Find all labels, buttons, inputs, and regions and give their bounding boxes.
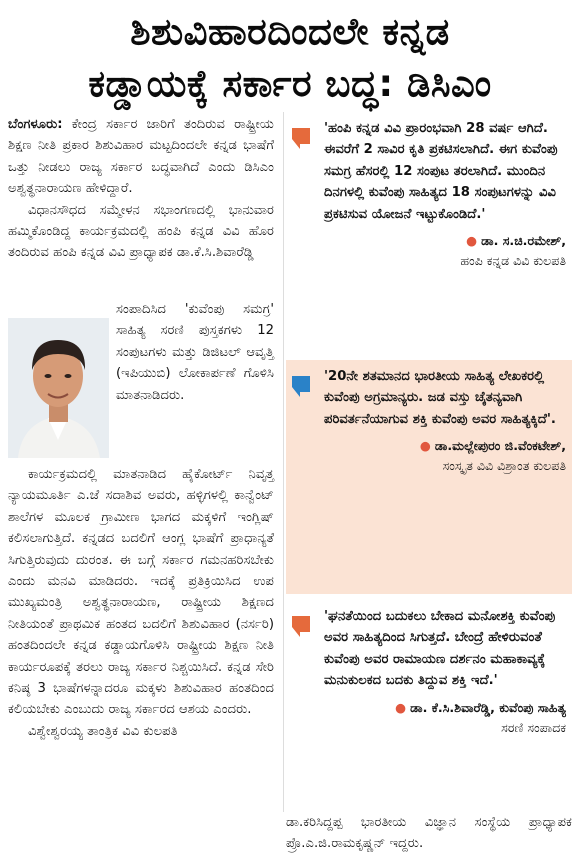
quote-2-role: ಸಂಸ್ಕೃತ ವಿವಿ ವಿಶ್ರಾಂತ ಕುಲಪತಿ — [442, 458, 566, 474]
article-body-continued — [8, 464, 274, 742]
quote-2-text: '20ನೇ ಶತಮಾನದ ಭಾರತೀಯ ಸಾಹಿತ್ಯ ಲೇಖಕರಲ್ಲಿ ಕುವೆಂಪು ಅಗ್ರಮಾನ್ಯರು. ಜಡ ವಸ್ತು ಚೈತನ್ಯವಾಗಿ ಪರಿವರ್ತನೆಯಾಗುವ ಶಕ್ತಿ ಕುವೆಂಪು ಅವರ ಸಾಹಿತ್ಯಕ್ಕಿದೆ'. — [324, 369, 556, 427]
article-paragraph-1-text: ಕೇಂದ್ರ ಸರ್ಕಾರ ಜಾರಿಗೆ ತಂದಿರುವ ರಾಷ್ಟ್ರೀಯ ಶಿಕ್ಷಣ ನೀತಿ ಪ್ರಕಾರ ಶಿಶುವಿಹಾರ ಮಟ್ಟದಿಂದಲೇ ಕನ್ನಡ ಭಾಷೆಗೆ ಒತ್ತು ನೀಡಲು ರಾಜ್ಯ ಸರ್ಕಾರ ಬದ್ಧವಾಗಿದೆ ಎಂದು ಡಿಸಿಎಂ ಅಶ್ವತ್ಥನಾರಾಯಣ ಹೇಳಿದ್ದಾರೆ. — [8, 117, 274, 197]
quote-2-name: ಡಾ.ಮಲ್ಲೇಪುರಂ ಜಿ.ವೆಂಕಟೇಶ್, — [434, 438, 566, 454]
bullet-icon: ● — [419, 438, 431, 454]
article-paragraph-2b: ಸಂಪಾದಿಸಿದ 'ಕುವೆಂಪು ಸಮಗ್ರ' ಸಾಹಿತ್ಯ ಸರಣಿ ಪುಸ್ತಕಗಳು 12 ಸಂಪುಟಗಳು ಮತ್ತು ಡಿಜಿಟಲ್ ಆವೃತ್ತಿ (ಇಪಿಯುಬಿ) ಲೋಕಾರ್ಪಣೆ ಗೊಳಿಸಿ ಮಾತನಾಡಿದರು. — [116, 302, 274, 403]
column-divider — [283, 112, 284, 812]
article-paragraph-2a: ವಿಧಾನಸೌಧದ ಸಮ್ಮೇಳನ ಸಭಾಂಗಣದಲ್ಲಿ ಭಾನುವಾರ ಹಮ್ಮಿಕೊಂಡಿದ್ದ ಕಾರ್ಯಕ್ರಮದಲ್ಲಿ ಹಂಪಿ ಕನ್ನಡ ವಿವಿ ಹೊರ ತಂದಿರುವ ಹಂಪಿ ಕನ್ನಡ ವಿವಿ ಪ್ರಾಧ್ಯಾಪಕ ಡಾ.ಕೆ.ಸಿ.ಶಿವಾರೆಡ್ಡಿ — [8, 202, 274, 261]
quote-2-attribution — [324, 436, 566, 476]
article-paragraph-1 — [8, 114, 274, 200]
portrait-photo — [8, 318, 109, 458]
quote-1-role: ಹಂಪಿ ಕನ್ನಡ ವಿವಿ ಕುಲಪತಿ — [460, 253, 566, 269]
quote-box-2 — [286, 360, 572, 594]
quote-mark-icon — [290, 122, 312, 150]
quote-3-name: ಡಾ. ಕೆ.ಸಿ.ಶಿವಾರೆಡ್ಡಿ, ಕುವೆಂಪು ಸಾಹಿತ್ಯ — [410, 699, 566, 715]
quote-box-1 — [286, 112, 572, 354]
portrait-illustration — [8, 318, 109, 458]
bullet-icon: ● — [466, 233, 478, 249]
bottom-note: ಡಾ.ಕರಿಸಿದ್ದಪ್ಪ ಭಾರತೀಯ ವಿಜ್ಞಾನ ಸಂಸ್ಥೆಯ ಪ್ರಾಧ್ಯಾಪಕ ಪ್ರೊ.ಎ.ಜಿ.ರಾಮಕೃಷ್ಣನ್ ಇದ್ದರು. — [286, 815, 572, 852]
quote-3-attribution — [324, 698, 566, 738]
article-paragraph-3: ಕಾರ್ಯಕ್ರಮದಲ್ಲಿ ಮಾತನಾಡಿದ ಹೈಕೋರ್ಟ್ ನಿವೃತ್ತ ನ್ಯಾಯಮೂರ್ತಿ ಎ.ಜೆ ಸದಾಶಿವ ಅವರು, ಹಳ್ಳಿಗಳಲ್ಲಿ ಕಾನ್ವೆಂಟ್ ಶಾಲೆಗಳ ಮೂಲಕ ಗ್ರಾಮೀಣ ಭಾಗದ ಮಕ್ಕಳಿಗೆ ಇಂಗ್ಲಿಷ್ ಕಲಿಸಲಾಗುತ್ತಿದೆ. ಕನ್ನಡದ ಬದಲಿಗೆ ಆಂಗ್ಲ ಭಾಷೆಗೆ ಪ್ರಾಧಾನ್ಯತೆ ಸಿಗುತ್ತಿರುವುದು ದುರಂತ. ಈ ಬಗ್ಗೆ ಸರ್ಕಾರ ಗಮನಹರಿಸಬೇಕು ಎಂದು ಮನವಿ ಮಾಡಿದರು. ಇದಕ್ಕೆ ಪ್ರತಿಕ್ರಿಯಿಸಿದ ಉಪ ಮುಖ್ಯಮಂತ್ರಿ ಅಶ್ವತ್ಥನಾರಾಯಣ, ರಾಷ್ಟ್ರೀಯ ಶಿಕ್ಷಣದ ನೀತಿಯಂತೆ ಪ್ರಾಥಮಿಕ ಹಂತದ ಬದಲಿಗೆ ಶಿಶುವಿಹಾರ (ನರ್ಸರಿ) ಹಂತದಿಂದಲೇ ಕನ್ನಡ ಕಡ್ಡಾಯಗೊಳಿಸಿ ರಾಷ್ಟ್ರೀಯ ಶಿಕ್ಷಣ ನೀತಿ ಕಾರ್ಯರೂಪಕ್ಕೆ ತರಲು ರಾಜ್ಯ ಸರ್ಕಾರ ನಿಶ್ಚಯಿಸಿದೆ. ಕನ್ನಡ ಸೇರಿ ಕನಿಷ್ಠ 3 ಭಾಷೆಗಳನ್ನಾದರೂ ಮಕ್ಕಳು ಶಿಶುವಿಹಾರ ಹಂತದಿಂದ ಕಲಿಯಬೇಕು ಎಂಬುದು ರಾಜ್ಯ ಸರ್ಕಾರದ ಆಶಯ ಎಂದರು. — [8, 467, 274, 718]
quote-1-name: ಡಾ. ಸ.ಚಿ.ರಮೇಶ್, — [481, 233, 566, 249]
headline-line-1: ಶಿಶುವಿಹಾರದಿಂದಲೇ ಕನ್ನಡ — [130, 10, 450, 53]
quote-mark-icon — [290, 610, 312, 638]
quote-mark-icon — [290, 370, 312, 398]
quote-1-attribution — [324, 231, 566, 271]
quote-3-text: 'ಘನತೆಯಿಂದ ಬದುಕಲು ಬೇಕಾದ ಮನೋಶಕ್ತಿ ಕುವೆಂಪು ಅವರ ಸಾಹಿತ್ಯದಿಂದ ಸಿಗುತ್ತದೆ. ಬೇಂದ್ರೆ ಹೇಳಿರುವಂತೆ ಕುವೆಂಪು ಅವರ ರಾಮಾಯಣ ದರ್ಶನಂ ಮಹಾಕಾವ್ಯಕ್ಕೆ ಮನುಕುಲಕದ ಬದಕು ತಿದ್ದುವ ಶಕ್ತಿ ಇದೆ.' — [324, 609, 556, 689]
headline — [8, 6, 572, 110]
quote-3-role: ಸರಣಿ ಸಂಪಾದಕ — [501, 719, 566, 735]
headline-line-2: ಕಡ್ಡಾಯಕ್ಕೆ ಸರ್ಕಾರ ಬದ್ಧ: ಡಿಸಿಎಂ — [88, 62, 492, 105]
bullet-icon: ● — [395, 699, 407, 715]
quotes-column — [286, 112, 572, 857]
quote-1-text: 'ಹಂಪಿ ಕನ್ನಡ ವಿವಿ ಪ್ರಾರಂಭವಾಗಿ 28 ವರ್ಷ ಆಗಿದೆ. ಈವರೆಗೆ 2 ಸಾವಿರ ಕೃತಿ ಪ್ರಕಟಿಸಲಾಗಿದೆ. ಈಗ ಕುವೆಂಪು ಸಮಗ್ರ ಹೆಸರಲ್ಲಿ 12 ಸಂಪುಟ ತರಲಾಗಿದೆ. ಮುಂದಿನ ದಿನಗಳಲ್ಲಿ ಕುವೆಂಪು ಸಾಹಿತ್ಯದ 18 ಸಂಪುಟಗಳನ್ನು ವಿವಿ ಪ್ರಕಟಿಸುವ ಯೋಜನೆ ಇಟ್ಟುಕೊಂಡಿದೆ.' — [324, 121, 558, 222]
dateline: ಬೆಂಗಳೂರು: — [8, 117, 63, 132]
article-paragraph-4: ವಿಶ್ವೇಶ್ವರಯ್ಯ ತಾಂತ್ರಿಕ ವಿವಿ ಕುಲಪತಿ — [28, 723, 178, 739]
article-body — [8, 114, 274, 264]
